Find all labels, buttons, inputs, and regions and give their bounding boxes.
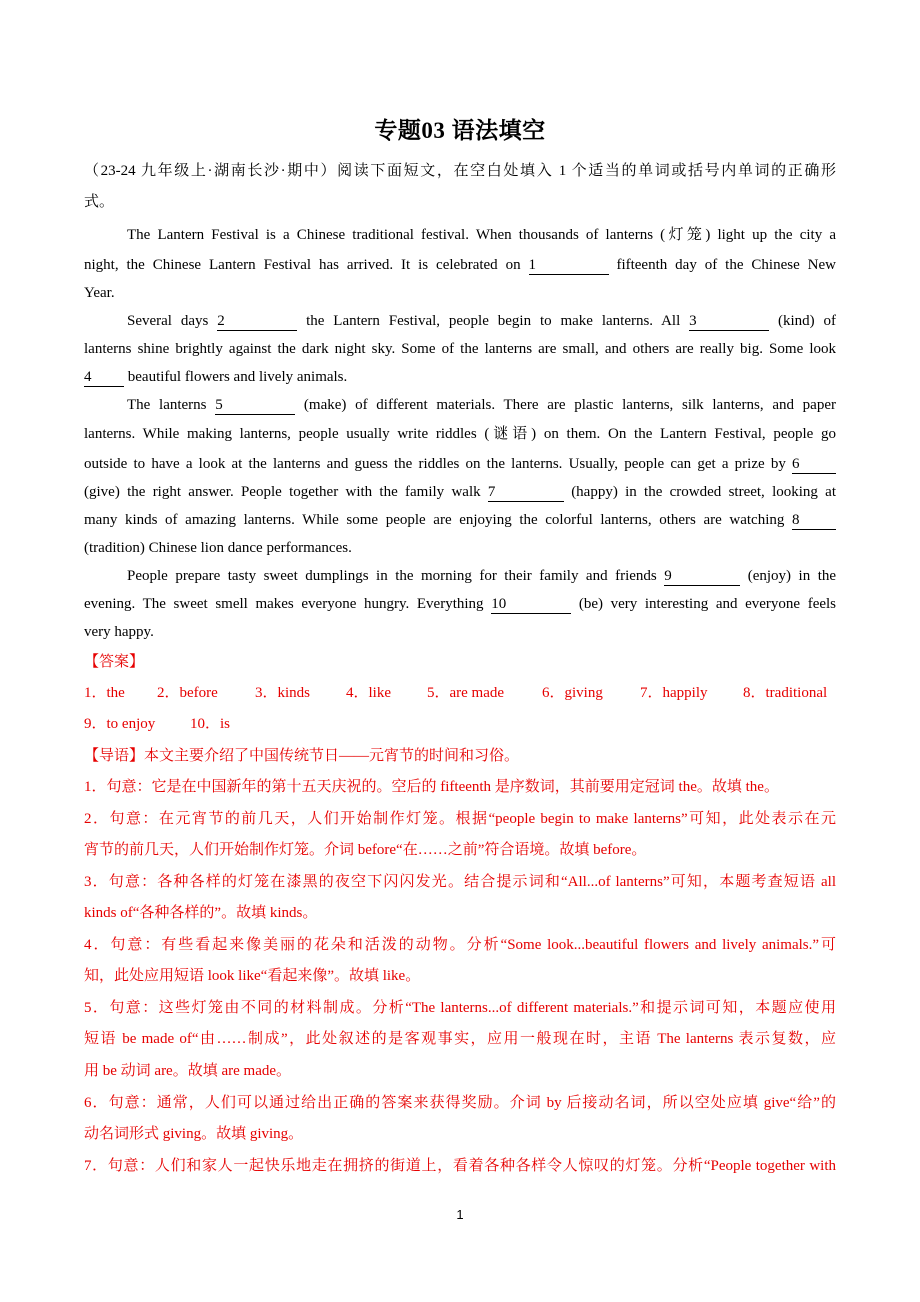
passage-p3-line-1: The lanterns 5 (make) of different materials. There are plastic lanterns, silk lanterns, and paper [127, 397, 836, 413]
explanation-5-line-1: 5．句意：这些灯笼由不同的材料制成。分析“The lanterns...of different materials.”和提示词可知，本题应使用 [84, 1000, 836, 1016]
passage-p3-line-2: lanterns. While making lanterns, people usually write riddles (谜语) on them. On the Lantern Festival, people go [84, 426, 836, 442]
passage-p4-line-1: People prepare tasty sweet dumplings in the morning for their family and friends 9 (enjoy) in the [127, 568, 837, 584]
passage-p1-line-2: night, the Chinese Lantern Festival has arrived. It is celebrated on 1 fifteenth day of the Chinese New [84, 257, 836, 273]
passage-p2-line-3: 4 beautiful flowers and lively animals. [84, 369, 348, 385]
passage-p3-line-4: (give) the right answer. People together with the family walk 7 (happy) in the crowded street, looking at [84, 484, 837, 500]
answer-heading: 【答案】 [84, 654, 145, 670]
passage-p2-line-1: Several days 2 the Lantern Festival, people begin to make lanterns. All 3 (kind) of [127, 313, 837, 329]
page-number: 1 [456, 1207, 464, 1222]
explanation-5-line-2: 短语 be made of“由……制成”，此处叙述的是客观事实，应用一般现在时，主语 The lanterns 表示复数，应 [84, 1031, 836, 1047]
answer-10: 10．is [190, 716, 231, 732]
passage-p2-line-2: lanterns shine brightly against the dark night sky. Some of the lanterns are small, and others are really big. Some look [84, 341, 836, 357]
answer-7: 7．happily [640, 685, 708, 701]
answer-3: 3．kinds [255, 685, 311, 701]
passage-p3-line-5: many kinds of amazing lanterns. While some people are enjoying the colorful lanterns, others are watching 8 [84, 510, 836, 530]
blank-7: 7 [488, 483, 564, 502]
answer-5: 5．are made [427, 685, 505, 701]
guide-line: 【导语】本文主要介绍了中国传统节日——元宵节的时间和习俗。 [84, 748, 520, 764]
instruction-line-2: 式。 [84, 194, 115, 210]
explanation-3-line-1: 3．句意：各种各样的灯笼在漆黑的夜空下闪闪发光。结合提示词和“All...of lanterns”可知，本题考查短语 all [84, 874, 836, 890]
passage-p1-line-1: The Lantern Festival is a Chinese traditional festival. When thousands of lanterns (灯笼) light up the city a [127, 227, 836, 243]
page-title: 专题03 语法填空 [374, 118, 546, 143]
explanation-3-line-2: kinds of“各种各样的”。故填 kinds。 [84, 905, 318, 921]
explanation-2-line-2: 宵节的前几天，人们开始制作灯笼。介词 before“在……之前”符合语境。故填 before。 [84, 842, 647, 858]
explanation-6-line-2: 动名词形式 giving。故填 giving。 [84, 1126, 304, 1142]
explanation-1: 1．句意：它是在中国新年的第十五天庆祝的。空后的 fifteenth 是序数词，其前要用定冠词 the。故填 the。 [84, 779, 779, 795]
passage-p1-line-3: Year. [84, 285, 115, 301]
answer-8: 8．traditional [743, 685, 828, 701]
answer-1: 1．the [84, 685, 125, 701]
explanation-6-line-1: 6．句意：通常，人们可以通过给出正确的答案来获得奖励。介词 by 后接动名词，所以空处应填 give“给”的 [84, 1095, 836, 1111]
passage-p4-line-3: very happy. [84, 624, 154, 640]
passage-p3-line-6: (tradition) Chinese lion dance performances. [84, 540, 352, 556]
passage-p4-line-2: evening. The sweet smell makes everyone hungry. Everything 10 (be) very interesting and everyone feels [84, 596, 837, 612]
answer-4: 4．like [346, 685, 391, 701]
explanation-5-line-3: 用 be 动词 are。故填 are made。 [84, 1063, 292, 1079]
explanation-4-line-2: 知，此处应用短语 look like“看起来像”。故填 like。 [84, 968, 421, 984]
blank-9: 9 [664, 567, 740, 586]
blank-10: 10 [491, 595, 571, 614]
instruction-line-1: （23-24 九年级上·湖南长沙·期中）阅读下面短文，在空白处填入 1 个适当的单词或括号内单词的正确形 [84, 163, 836, 179]
blank-6: 6 [792, 455, 836, 474]
blank-4: 4 [84, 368, 124, 387]
answer-6: 6．giving [542, 685, 603, 701]
blank-8: 8 [792, 511, 836, 530]
blank-1: 1 [529, 256, 609, 275]
blank-5: 5 [215, 396, 295, 415]
answer-9: 9．to enjoy [84, 716, 156, 732]
explanation-4-line-1: 4．句意：有些看起来像美丽的花朵和活泼的动物。分析“Some look...beautiful flowers and lively animals.”可 [84, 937, 836, 953]
blank-3: 3 [689, 312, 769, 331]
passage-p3-line-3: outside to have a look at the lanterns and guess the riddles on the lanterns. Usually, people can get a prize by 6 [84, 454, 836, 474]
explanation-7-line-1: 7．句意：人们和家人一起快乐地走在拥挤的街道上，看着各种各样令人惊叹的灯笼。分析“People together with [84, 1158, 836, 1174]
explanation-2-line-1: 2．句意：在元宵节的前几天，人们开始制作灯笼。根据“people begin to make lanterns”可知，此处表示在元 [84, 811, 836, 827]
answer-2: 2．before [157, 685, 218, 701]
blank-2: 2 [217, 312, 297, 331]
